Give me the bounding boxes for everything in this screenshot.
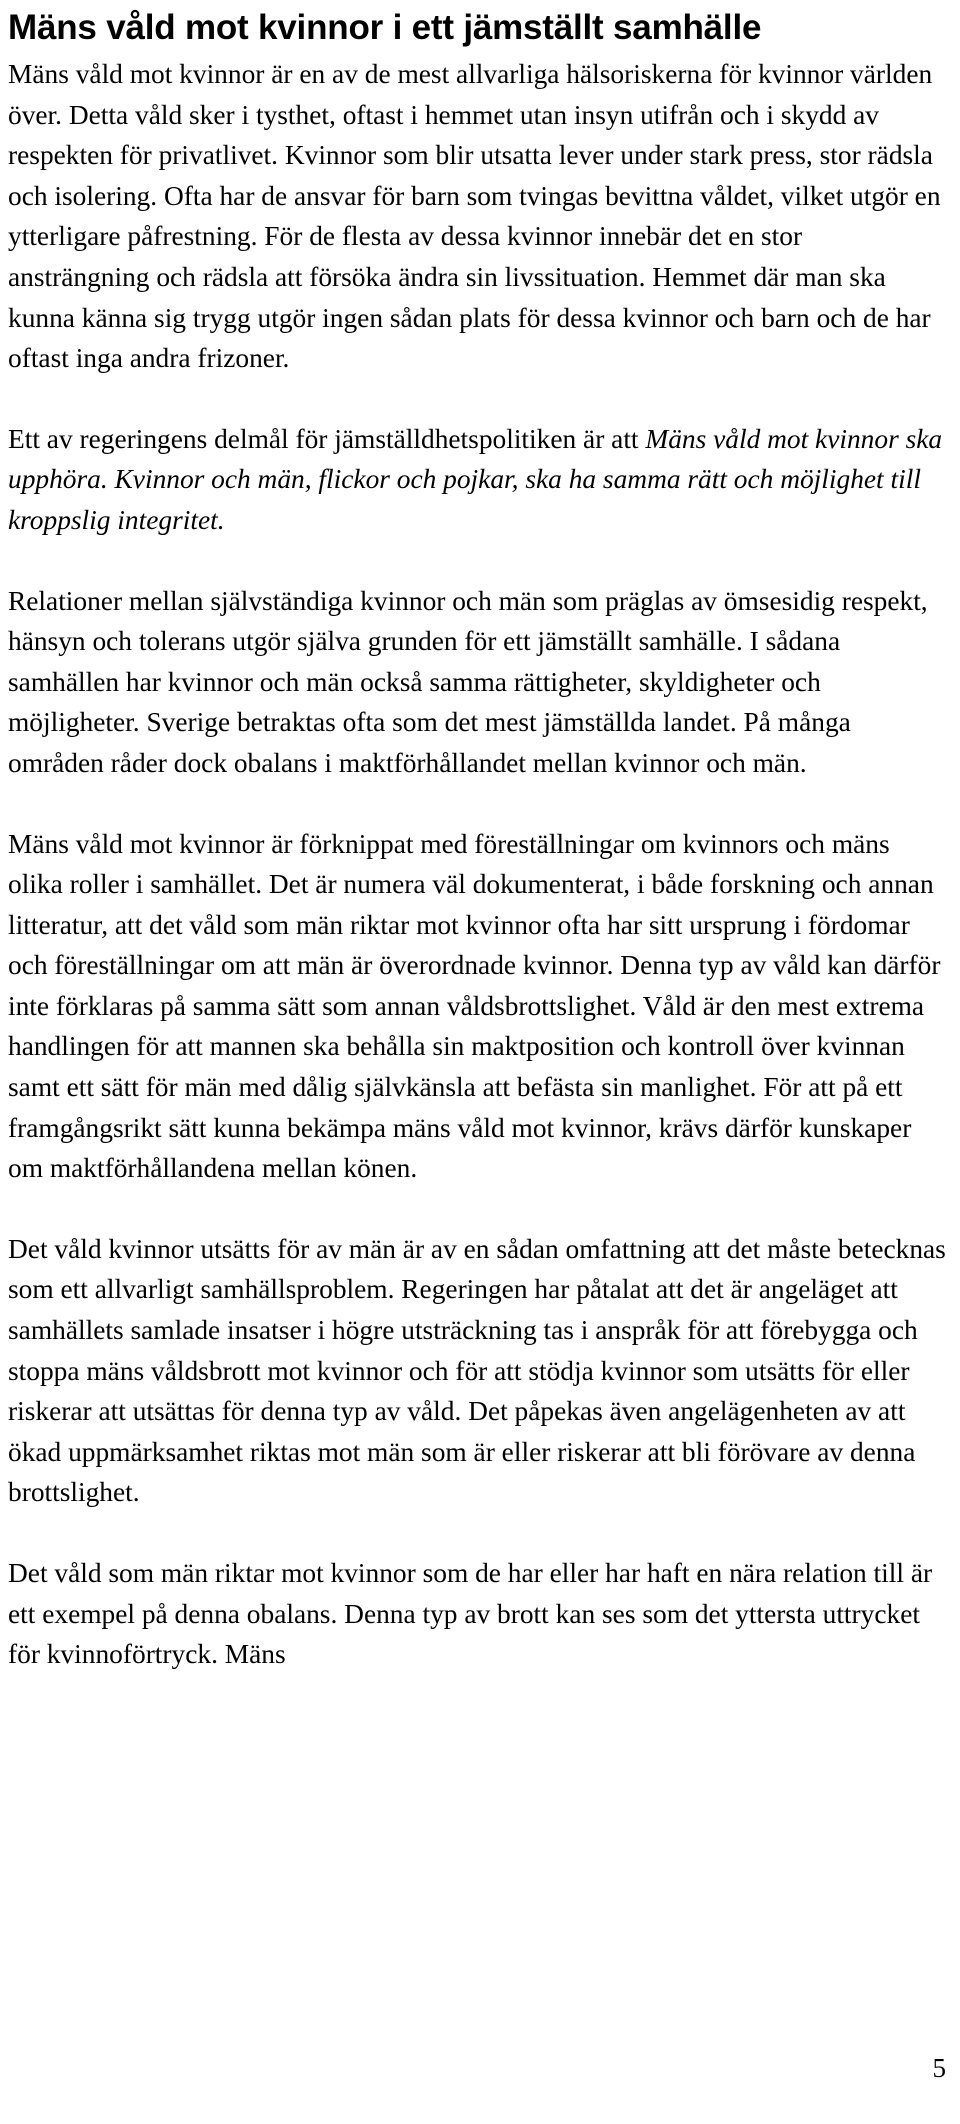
paragraph-5: Det våld kvinnor utsätts för av män är av en sådan omfattning att det måste betecknas som ett allvarligt samhällsproblem. Regeringen har påtalat att det är angeläget att samhällets samlade insatser i högre utsträckning tas i anspråk för att förebygga och stoppa mäns våldsbrott mot kvinnor och för att stödja kvinnor som utsätts för eller riskerar att utsättas för denna typ av våld. Det påpekas även angelägenheten av att ökad uppmärksamhet riktas mot män som är eller riskerar att bli förövare av denna brottslighet. [8,1233,946,1508]
document-page [8,0,948,1675]
paragraph-2 [8,419,948,541]
paragraph-2-italic-goal: Mäns våld mot kvinnor ska upphöra. Kvinnor och män, flickor och pojkar, ska ha samma rätt och möjlighet till kroppslig integritet. [8,423,943,535]
paragraph-6: Det våld som män riktar mot kvinnor som de har eller har haft en nära relation till är ett exempel på denna obalans. Denna typ av brott kan ses som det yttersta uttrycket för kvinnoförtryck. Mäns [8,1558,933,1670]
paragraph-2-text: Ett av regeringens delmål för jämställdhetspolitiken är att [8,423,646,454]
paragraph-4: Mäns våld mot kvinnor är förknippat med föreställningar om kvinnors och mäns olika roller i samhället. Det är numera väl dokumenterat, i både forskning och annan litteratur, att det våld som män riktar mot kvinnor ofta har sitt ursprung i fördomar och föreställningar om att män är överordnade kvinnor. Denna typ av våld kan därför inte förklaras på samma sätt som annan våldsbrottslighet. Våld är den mest extrema handlingen för att mannen ska behålla sin maktposition och kontroll över kvinnan samt ett sätt för män med dålig självkänsla att befästa sin manlighet. För att på ett framgångsrikt sätt kunna bekämpa mäns våld mot kvinnor, krävs därför kunskaper om maktförhållandena mellan könen. [8,828,941,1184]
paragraph-1: Mäns våld mot kvinnor är en av de mest allvarliga hälsoriskerna för kvinnor världen över. Detta våld sker i tysthet, oftast i hemmet utan insyn utifrån och i skydd av respekten för privatlivet. Kvinnor som blir utsatta lever under stark press, stor rädsla och isolering. Ofta har de ansvar för barn som tvingas bevittna våldet, vilket utgör en ytterligare påfrestning. För de flesta av dessa kvinnor innebär det en stor ansträngning och rädsla att försöka ändra sin livssituation. Hemmet där man ska kunna känna sig trygg utgör ingen sådan plats för dessa kvinnor och barn och de har oftast inga andra frizoner. [8,59,941,374]
document-title: Mäns våld mot kvinnor i ett jämställt samhälle [8,8,762,47]
page-number: 5 [932,2053,946,2083]
paragraph-3: Relationer mellan självständiga kvinnor och män som präglas av ömsesidig respekt, hänsyn och tolerans utgör själva grunden för ett jämställt samhälle. I sådana samhällen har kvinnor och män också samma rättigheter, skyldigheter och möjligheter. Sverige betraktas ofta som det mest jämställda landet. På många områden råder dock obalans i maktförhållandet mellan kvinnor och män. [8,585,928,778]
